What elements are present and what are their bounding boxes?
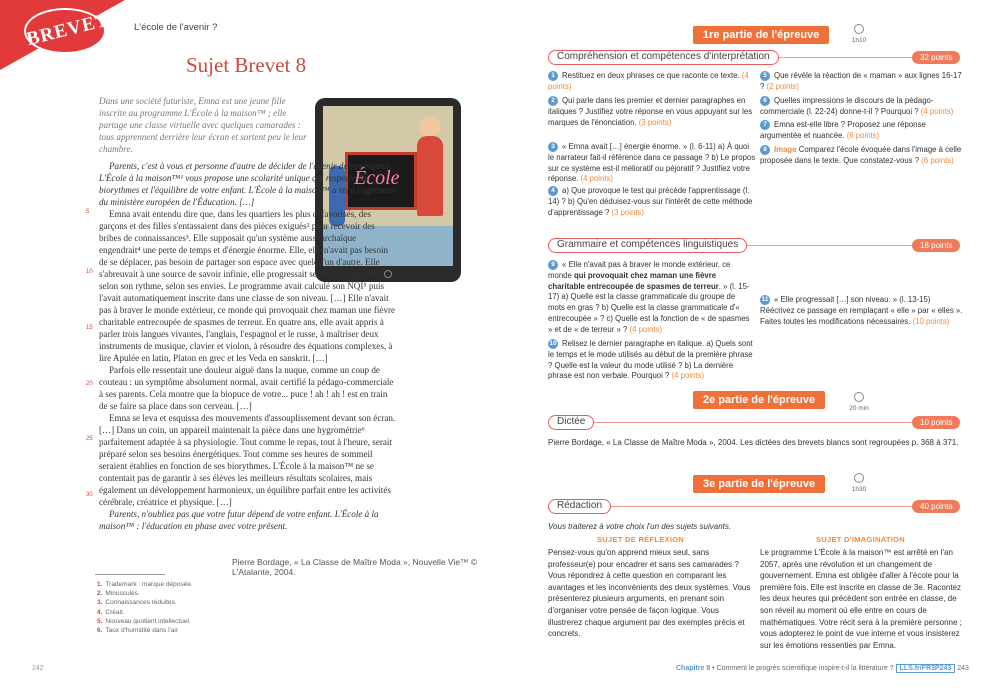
footnote: 3. Connaissances réduites.: [97, 599, 177, 607]
question-6: 6 Quelles impressions le discours de la pédago-commerciale (l. 22-24) donne-t-il ? Pourquoi ? (4 points): [760, 96, 954, 116]
section-rule: [560, 422, 940, 423]
section-title-grammar: Grammaire et compétences linguistiques: [548, 238, 747, 253]
question-11: 11 « Elle progressait […] son niveau. » (l. 13-15) Réécrivez ce passage en remplaçant « elle » par « elles ». Faites toutes les modifications nécessaires. (10 points): [760, 295, 963, 326]
paragraph-3: Parfois elle ressentait une douleur aiguë dans la nuque, comme un coup de couteau : un symptôme absolument normal, avait certifié la pédago-commerciale à ses parents. Cela montre que la biopuce de votre... puce ! ah ! ah ! est en train de se faire sa place dans son cerveau. […]: [99, 365, 394, 411]
footnote-rule: [95, 574, 165, 575]
part2-timer: 20 min: [839, 392, 879, 412]
clock-icon: [854, 473, 864, 483]
line-number: 25: [86, 436, 93, 442]
redaction-intro: Vous traiterez à votre choix l'un des sujets suivants.: [548, 522, 732, 531]
clock-icon: [854, 24, 864, 34]
question-2: 2 Qui parle dans les premier et dernier paragraphes en italiques ? Justifiez votre réponse en vous appuyant sur les marques de l'énonciation. (3 points): [548, 96, 753, 127]
line-number: 20: [86, 381, 93, 387]
points-badge: 32 points: [912, 51, 960, 64]
brevet-badge-text: BREVET: [24, 9, 112, 51]
brevet-badge: [24, 8, 112, 54]
question-4: 4 a) Que provoque le test qui précède l'apprentissage (l. 14) ? b) Qu'en déduisez-vous sur l'intérêt de cette méthode d'apprentissage ? (3 points): [548, 186, 753, 217]
subject2-text: Le programme L'École à la maison™ est arrêté en l'an 2057, après une révolution et un changement de gouvernement. Emna est obligée d'aller à l'école pour la première fois. Elle est inscrite en classe de 3e. Racontez les deux heures qui précèdent son entrée en classe, de son réveil au moment où elle entre en cours de mathématiques. Votre récit sera à la première personne ; vous adopterez le point de vue interne et vous insisterez sur les émotions ressenties par Emna.: [760, 548, 962, 650]
line-number: 10: [86, 269, 93, 275]
section-title-redaction: Rédaction: [548, 499, 611, 514]
part1-tab: 1re partie de l'épreuve: [693, 26, 829, 44]
paragraph-4: Emna se leva et esquissa des mouvements d'assouplissement devant son écran. […] Dans un coin, un appareil maintenait la pièce dans une hygrométrie⁶ parfaitement adaptée à sa physiologie. Tout comme le repas, tout à l'heure, serait préparé selon ses besoins énergétiques. Tout comme ses heures de sommeil seraient établies en fonction de ses biorythmes. L'École à la maison™ ne se contentait pas de garantir à ses élèves les meilleurs résultats scolaires, mais également un développement harmonieux, un équilibre parfait entre les activités cérébrale, créatrice et physique. […]: [99, 413, 396, 507]
source-citation: Pierre Bordage, « La Classe de Maître Moda », Nouvelle Vie™ © L'Atalante, 2004.: [232, 557, 478, 577]
question-8: 8 Image Comparez l'école évoquée dans l'image à celle proposée dans le texte. Que constatez-vous ? (6 points): [760, 145, 962, 165]
line-number: 5: [86, 209, 90, 215]
question-9: 9 « Elle n'avait pas à braver le monde extérieur, ce monde qui provoquait chez maman une fièvre charitable entrecoupée de spasmes de terreur. » (l. 15-17) a) Quelle est la classe grammaticale du groupe de mots en gras ? b) Quelle est la classe grammaticale d'« entrecoupée » ? c) Quelle est la fonction de « de spasmes » et de « de terreur » ? (4 points): [548, 260, 750, 334]
paragraph-1: Parents, c'est à vous et personne d'autre de décider de l'avenir de vos enfants. L'École à la maison™¹ vous propose une scolarité unique qui respecte les biorythmes et l'équilibre de votre enfant. L'École à la maison™ a reçu l'agrément du ministère européen de l'Éducation. […]: [99, 161, 396, 207]
intro-text: Dans une société futuriste, Emna est une jeune fille inscrite au programme L'École à la maison™ ; elle partage une classe virtuelle avec quelques camarades : tous apprennent derrière leur écran et sortent peu le leur chambre.: [99, 96, 307, 155]
part1-timer: 1h10: [839, 24, 879, 44]
running-header: L'école de l'avenir ?: [134, 22, 218, 33]
subject1-title: SUJET DE RÉFLEXION: [597, 535, 685, 544]
clock-icon: [854, 392, 864, 402]
footnote: 4. Créait.: [97, 608, 125, 616]
part2-tab: 2e partie de l'épreuve: [693, 391, 825, 409]
figure-head: [419, 116, 441, 138]
page-number-right: 243: [957, 665, 969, 672]
part3-tab: 3e partie de l'épreuve: [693, 475, 825, 493]
question-5: 5 Que révèle la réaction de « maman » aux lignes 16-17 ? (2 points): [760, 71, 962, 91]
points-badge: 18 points: [912, 239, 960, 252]
question-10: 10 Relisez le dernier paragraphe en italique. a) Quels sont le temps et le mode utilisés au début de la première phrase ? Quelle est la valeur du mode utilisé ? b) La dernière phrase est non verbale. Pourquoi ? (4 points): [548, 339, 753, 381]
paragraph-5: Parents, n'oubliez pas que votre futur dépend de votre enfant. L'École à la maison™ : l'éducation en phase avec votre présent.: [99, 509, 379, 531]
footer-link[interactable]: LLS.fr/FR3P243: [896, 664, 956, 673]
points-badge: 10 points: [912, 416, 960, 429]
footnotes: [97, 580, 193, 635]
footer: Chapitre 8 • Comment le progrès scientifique inspire-t-il la littérature ? LLS.fr/FR3P243 243: [676, 665, 969, 672]
page-title: Sujet Brevet 8: [186, 53, 307, 77]
dictee-text: Pierre Bordage, « La Classe de Maître Moda », 2004. Les dictées des brevets blancs sont regroupées p. 368 à 371.: [548, 438, 959, 447]
line-number: 15: [86, 325, 93, 331]
points-badge: 40 points: [912, 500, 960, 513]
question-1: 1 Restituez en deux phrases ce que raconte ce texte. (4 points): [548, 71, 749, 91]
section-rule: [560, 506, 940, 507]
paragraph-2: Emna avait entendu dire que, dans les quartiers les plus défavorisés, des garçons et des filles s'entassaient dans des pièces exiguës² pour recevoir des bribes de connaissances³. Elle supposait qu'un système aussi archaïque engendrait⁴ une perte de temps et d'énergie énorme. Elle, elle n'avait pas besoin de se déplacer, pas besoin de partager son espace avec quelqu'un d'autre. Elle s'abreuvait à une source de savoir infinie, elle progressait selon ses capacités, selon son rythme, selon ses envies. Le programme avait calculé son NQI⁵ puis l'avait automatiquement inscrite dans une classe de son niveau. […] Elle n'avait pas à braver le monde extérieur, ce monde qui provoquait chez maman une fièvre charitable entrecoupée de spasmes de terreur. En quatre ans, elle avait appris à parler trois langues vivantes, l'anglais, l'espagnol et le russe, à maîtriser deux instruments de musique, clavier et violon, à résoudre des équations complexes, à lire Apulée en latin, Platon en grec et les Veda en sanskrit. […]: [99, 209, 396, 363]
footnote: 1. Trademark : marque déposée.: [97, 581, 193, 588]
excerpt-text: [99, 160, 396, 532]
part3-timer: 1h30: [839, 473, 879, 493]
line-number: 30: [86, 492, 93, 498]
footnote: 2. Minuscules.: [97, 590, 140, 598]
chalkboard-text: École: [354, 167, 400, 189]
footnote: 6. Taux d'humidité dans l'air: [97, 627, 178, 635]
section-title-comprehension: Compréhension et compétences d'interprétation: [548, 50, 779, 65]
section-title-dictee: Dictée: [548, 415, 594, 430]
footnote: 5. Nouveau quotient intellectuel.: [97, 617, 191, 625]
subject2-title: SUJET D'IMAGINATION: [816, 535, 906, 544]
page-number-left: 242: [32, 665, 44, 672]
question-3: 3 « Emna avait […] énergie énorme. » (l. 6-11) a) À quoi le narrateur fait-il référence dans ce passage ? b) Le propos sur ce système est-il mélioratif ou péjoratif ? Justifiez votre réponse. (4 points): [548, 142, 756, 184]
subject1-text: Pensez-vous qu'on apprend mieux seul, sans professeur(e) pour encadrer et sans ses camarades ? Vous répondrez à cette question en comparant les avantages et les inconvénients des deux systèmes. Vous présenterez plusieurs arguments, en prenant soin d'organiser votre pensée de façon logique. Vous illustrerez chaque argument par des exemples précis et concrets.: [548, 548, 751, 639]
figure-right: [417, 136, 443, 216]
question-7: 7 Emna est-elle libre ? Proposez une réponse argumentée et nuancée. (6 points): [760, 120, 926, 140]
